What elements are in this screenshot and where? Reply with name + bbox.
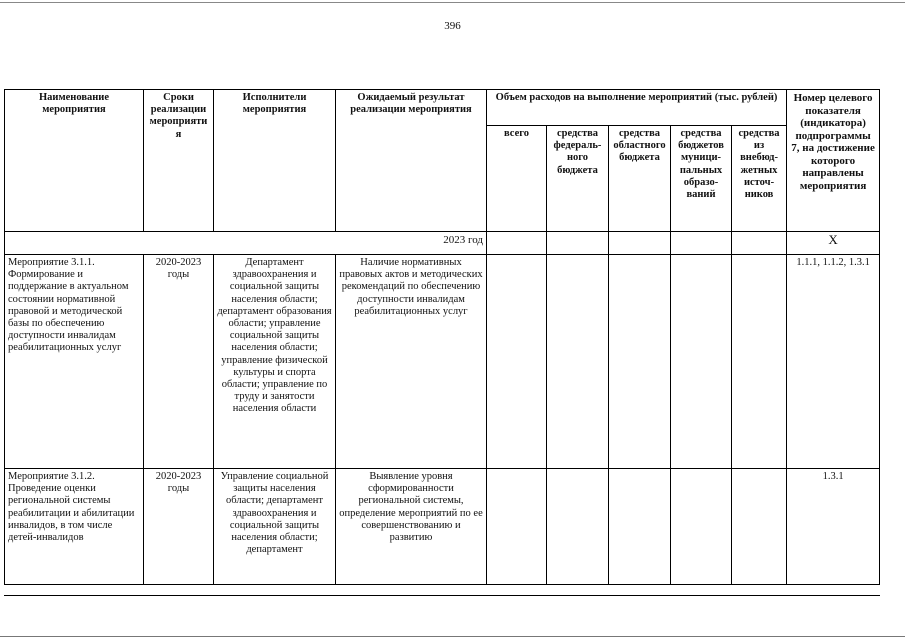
scan-footer-line — [0, 636, 905, 637]
row-name: Мероприятие 3.1.1. Формирование и поддержание в актуальном состоянии нормативной правовой и методической базы по обеспечению доступности инвалидам реабилитационных услуг — [5, 255, 144, 469]
row-name: Мероприятие 3.1.2. Проведение оценки региональной системы реабилитации и абилитации инвалидов, в том числе детей-инвалидов — [5, 469, 144, 585]
row-terms: 2020-2023 годы — [144, 469, 214, 585]
row-result: Наличие нормативных правовых актов и методических рекомендаций по обеспечению доступности инвалидам реабилитационных услуг — [336, 255, 487, 469]
row-indicator: 1.1.1, 1.1.2, 1.3.1 — [787, 255, 880, 469]
row-extra — [732, 469, 787, 585]
header-row — [5, 90, 880, 126]
row-regional — [609, 469, 671, 585]
row-regional — [609, 255, 671, 469]
row-terms: 2020-2023 годы — [144, 255, 214, 469]
table-row — [5, 255, 880, 469]
header-terms: Сроки реализации мероприятия — [144, 90, 214, 232]
row-municipal — [671, 469, 732, 585]
row-executors: Департамент здравоохранения и социальной защиты населения области; департамент образования области; управление социальной защиты населения области; управление физической культуры и спорта области; управление по труду и занятости населения области — [214, 255, 336, 469]
header-name: Наименование мероприятия — [5, 90, 144, 232]
row-total — [487, 255, 547, 469]
row-federal — [547, 255, 609, 469]
measures-table — [4, 89, 880, 585]
header-municipal: средства бюджетов муници-пальных образо-ваний — [671, 126, 732, 232]
page-number: 396 — [444, 20, 461, 32]
header-federal: средства федераль-ного бюджета — [547, 126, 609, 232]
row-total — [487, 469, 547, 585]
header-expenses: Объем расходов на выполнение мероприятий (тыс. рублей) — [487, 90, 787, 126]
header-result: Ожидаемый результат реализации мероприятия — [336, 90, 487, 232]
year-label: 2023 год — [5, 232, 487, 255]
row-extra — [732, 255, 787, 469]
header-extra: средства из внебюд-жетных источ-ников — [732, 126, 787, 232]
header-executors: Исполнители мероприятия — [214, 90, 336, 232]
header-regional: средства областного бюджета — [609, 126, 671, 232]
table-row — [5, 469, 880, 585]
scan-bottom-line — [4, 595, 880, 596]
header-indicator: Номер целевого показателя (индикатора) подпрограммы 7, на достижение которого направлены мероприятия — [787, 90, 880, 232]
row-executors: Управление социальной защиты населения области; департамент здравоохранения и социальной защиты населения области; департамент — [214, 469, 336, 585]
page-bottom-margin — [0, 596, 905, 640]
row-indicator: 1.3.1 — [787, 469, 880, 585]
row-result: Выявление уровня сформированности региональной системы, определение мероприятий по ее совершенствованию и развитию — [336, 469, 487, 585]
year-indicator-mark: X — [787, 232, 880, 255]
header-total: всего — [487, 126, 547, 232]
row-municipal — [671, 255, 732, 469]
year-row — [5, 232, 880, 255]
row-federal — [547, 469, 609, 585]
scan-top-line — [0, 2, 905, 3]
